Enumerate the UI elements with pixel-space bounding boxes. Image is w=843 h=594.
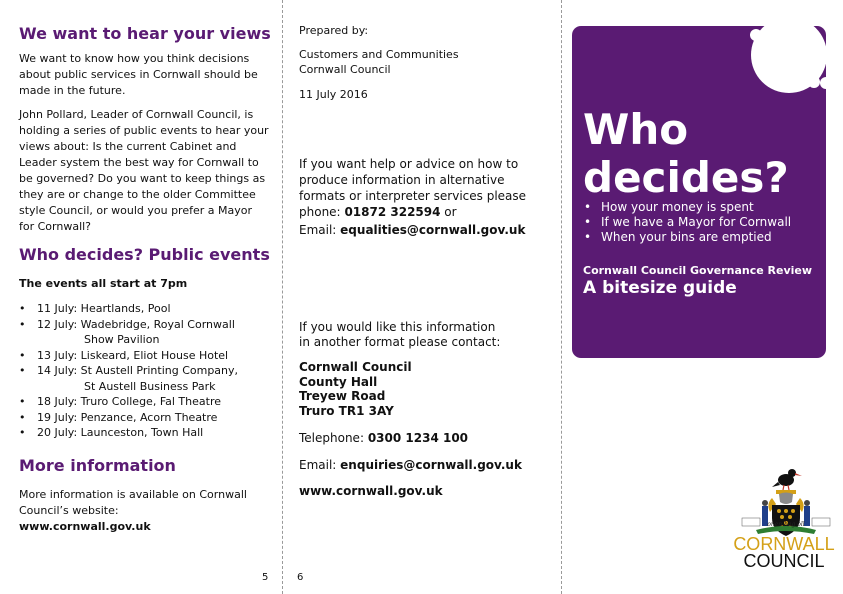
address-line: Cornwall Council <box>299 360 412 374</box>
address-line: Truro TR1 3AY <box>299 403 394 418</box>
fold-line-left <box>282 0 283 594</box>
enquiries-email-line: Email: enquiries@cornwall.gov.uk <box>299 458 522 472</box>
logo-motto: onen hag oll <box>767 521 805 528</box>
event-item: • 12 July: Wadebridge, Royal Cornwall Show Pavilion <box>19 317 269 348</box>
cover-title-line-1: Who <box>583 105 689 154</box>
logo-word-cornwall: CORNWALL <box>733 534 835 554</box>
views-paragraph-1: We want to know how you think decisions about public services in Cornwall should be made in the future. <box>19 52 258 97</box>
fold-line-right <box>561 0 562 594</box>
format-line-1: If you would like this information <box>299 320 496 334</box>
enquiries-email[interactable]: enquiries@cornwall.gov.uk <box>340 458 522 472</box>
cover-title <box>583 106 789 202</box>
bitten-corner-shape <box>744 26 826 100</box>
cover-bullet: • When your bins are emptied <box>584 230 791 245</box>
telephone-number[interactable]: 0300 1234 100 <box>367 431 469 445</box>
website-link[interactable]: www.cornwall.gov.uk <box>299 484 443 498</box>
cover-bullets <box>584 200 791 245</box>
telephone-line: Telephone: 0300 1234 100 <box>299 431 469 445</box>
logo-word-council: COUNCIL <box>743 551 825 571</box>
cover-subtitle: A bitesize guide <box>583 278 737 298</box>
cover-panel <box>572 26 826 358</box>
cover-tagline: Cornwall Council Governance Review <box>583 264 813 277</box>
more-info-url[interactable]: www.cornwall.gov.uk <box>19 520 151 533</box>
coat-of-arms-icon <box>716 460 840 586</box>
views-paragraph-2: John Pollard, Leader of Cornwall Council, is holding a series of public events to hear your views about: Is the current Cabinet and Leader system the best way for Cornwall to be governed? Do you want to keep things as they are or change to the older Committee style Council, or would you prefer a Mayor for Cornwall? <box>19 108 269 233</box>
help-paragraph: If you want help or advice on how to produce information in alternative formats or interpreter services please phone: 01872 322594 or <box>299 157 527 219</box>
page-number-6: 6 <box>297 572 304 583</box>
prepared-by-label: Prepared by: <box>299 24 369 37</box>
document-date: 11 July 2016 <box>299 88 368 101</box>
event-item: • 18 July: Truro College, Fal Theatre <box>19 394 269 410</box>
event-item: • 14 July: St Austell Printing Company, St Austell Business Park <box>19 363 269 394</box>
event-item: • 13 July: Liskeard, Eliot House Hotel <box>19 348 269 364</box>
event-item: • 11 July: Heartlands, Pool <box>19 301 269 317</box>
page-number-5: 5 <box>262 572 269 583</box>
views-heading: We want to hear your views <box>19 24 271 43</box>
events-intro: The events all start at 7pm <box>19 277 188 290</box>
events-list <box>19 301 269 441</box>
address-line: Treyew Road <box>299 389 386 403</box>
more-info-heading: More information <box>19 456 176 475</box>
events-heading: Who decides? Public events <box>19 245 270 264</box>
prepared-org-1: Customers and Communities <box>299 48 459 61</box>
cornwall-council-logo <box>716 460 840 586</box>
address-line: County Hall <box>299 374 378 389</box>
prepared-org-2: Cornwall Council <box>299 63 391 76</box>
cover-bullet: • If we have a Mayor for Cornwall <box>584 215 791 230</box>
event-item: • 19 July: Penzance, Acorn Theatre <box>19 410 269 426</box>
cover-bullet: • How your money is spent <box>584 200 791 215</box>
cover-title-line-2: decides? <box>583 153 789 202</box>
more-info-text: More information is available on Cornwall Council’s website: <box>19 488 247 517</box>
help-email[interactable]: equalities@cornwall.gov.uk <box>340 223 526 237</box>
format-line-2: in another format please contact: <box>299 335 501 349</box>
help-phone[interactable]: 01872 322594 <box>344 205 441 219</box>
event-item: • 20 July: Launceston, Town Hall <box>19 425 269 441</box>
help-email-line: Email: equalities@cornwall.gov.uk <box>299 223 526 237</box>
contact-address <box>299 360 412 418</box>
